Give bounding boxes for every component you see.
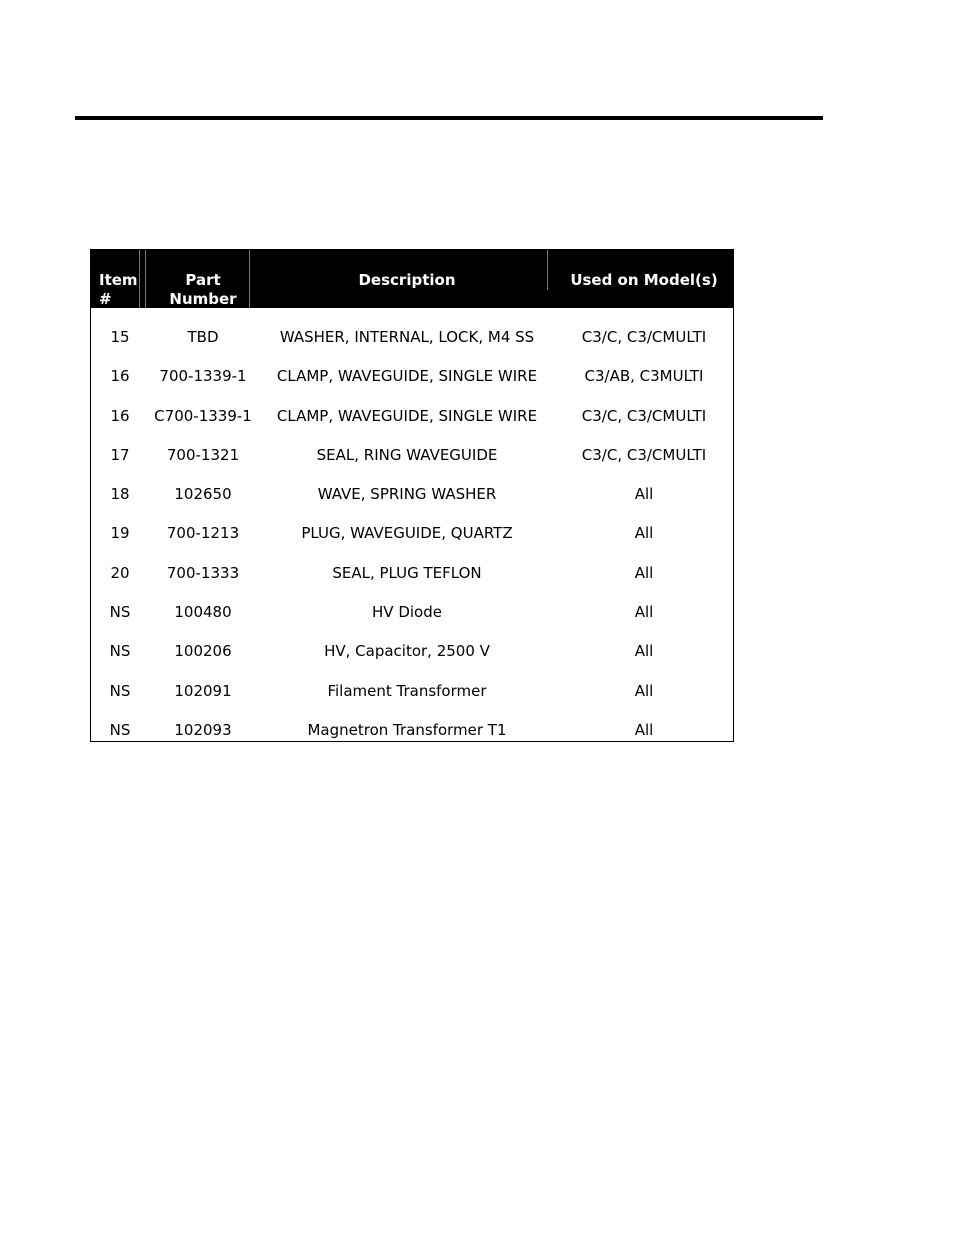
part-number-cell: 102093: [174, 720, 232, 739]
part-number-cell: 700-1213: [166, 524, 240, 543]
part-number-cell: 700-1339-1: [159, 367, 247, 386]
table-row: [91, 395, 733, 434]
models-cell: C3/C, C3/CMULTI: [581, 406, 707, 425]
description-cell: HV, Capacitor, 2500 V: [324, 642, 490, 661]
description-cell: SEAL, PLUG TEFLON: [332, 563, 482, 582]
description-cell: PLUG, WAVEGUIDE, QUARTZ: [301, 524, 513, 543]
part-number-cell: 100480: [174, 603, 232, 622]
models-cell: C3/C, C3/CMULTI: [581, 445, 707, 464]
header-part-line2: Number: [169, 290, 237, 308]
description-cell: Magnetron Transformer T1: [307, 720, 507, 739]
item-cell: NS: [109, 681, 131, 700]
header-part-number: [149, 250, 257, 308]
header-item-line2: #: [99, 290, 112, 308]
models-cell: C3/AB, C3MULTI: [584, 367, 704, 386]
table-row: [91, 670, 733, 709]
models-cell: All: [634, 563, 654, 582]
table-row: [91, 709, 733, 748]
table-row: [91, 473, 733, 512]
item-cell: NS: [109, 603, 131, 622]
header-description: Description: [358, 271, 456, 289]
description-cell: SEAL, RING WAVEGUIDE: [316, 445, 498, 464]
header-item-number: [91, 250, 147, 308]
description-cell: Filament Transformer: [327, 681, 487, 700]
table-header: [91, 250, 733, 308]
models-cell: C3/C, C3/CMULTI: [581, 328, 707, 346]
table-body: [91, 308, 733, 748]
item-cell: 17: [110, 445, 130, 464]
parts-table: [90, 249, 734, 742]
header-part-line1: Part: [185, 271, 221, 289]
part-number-cell: 102091: [174, 681, 232, 700]
models-cell: All: [634, 485, 654, 504]
part-number-cell: TBD: [187, 328, 219, 346]
table-row: [91, 591, 733, 630]
top-rule: [75, 116, 823, 120]
table-row: [91, 434, 733, 473]
models-cell: All: [634, 603, 654, 622]
table-row: [91, 355, 733, 394]
table-row: [91, 316, 733, 355]
description-cell: WAVE, SPRING WASHER: [317, 485, 497, 504]
part-number-cell: 700-1321: [166, 445, 240, 464]
description-cell: WASHER, INTERNAL, LOCK, M4 SS: [279, 328, 535, 346]
item-cell: 18: [110, 485, 130, 504]
part-number-cell: 100206: [174, 642, 232, 661]
part-number-cell: 700-1333: [166, 563, 240, 582]
header-item-line1: Item: [99, 271, 138, 289]
models-cell: All: [634, 720, 654, 739]
description-cell: CLAMP, WAVEGUIDE, SINGLE WIRE: [276, 367, 538, 386]
models-cell: All: [634, 642, 654, 661]
part-number-cell: C700-1339-1: [154, 406, 252, 425]
description-cell: HV Diode: [372, 603, 442, 622]
table-row: [91, 630, 733, 669]
item-cell: 20: [110, 563, 130, 582]
item-cell: 19: [110, 524, 130, 543]
models-cell: All: [634, 681, 654, 700]
models-cell: All: [634, 524, 654, 543]
item-cell: 16: [110, 406, 130, 425]
item-cell: 15: [110, 328, 130, 346]
item-cell: NS: [109, 720, 131, 739]
part-number-cell: 102650: [174, 485, 232, 504]
header-used-on-models: Used on Model(s): [570, 271, 718, 289]
table-row: [91, 552, 733, 591]
description-cell: CLAMP, WAVEGUIDE, SINGLE WIRE: [276, 406, 538, 425]
item-cell: 16: [110, 367, 130, 386]
table-row: [91, 512, 733, 551]
item-cell: NS: [109, 642, 131, 661]
